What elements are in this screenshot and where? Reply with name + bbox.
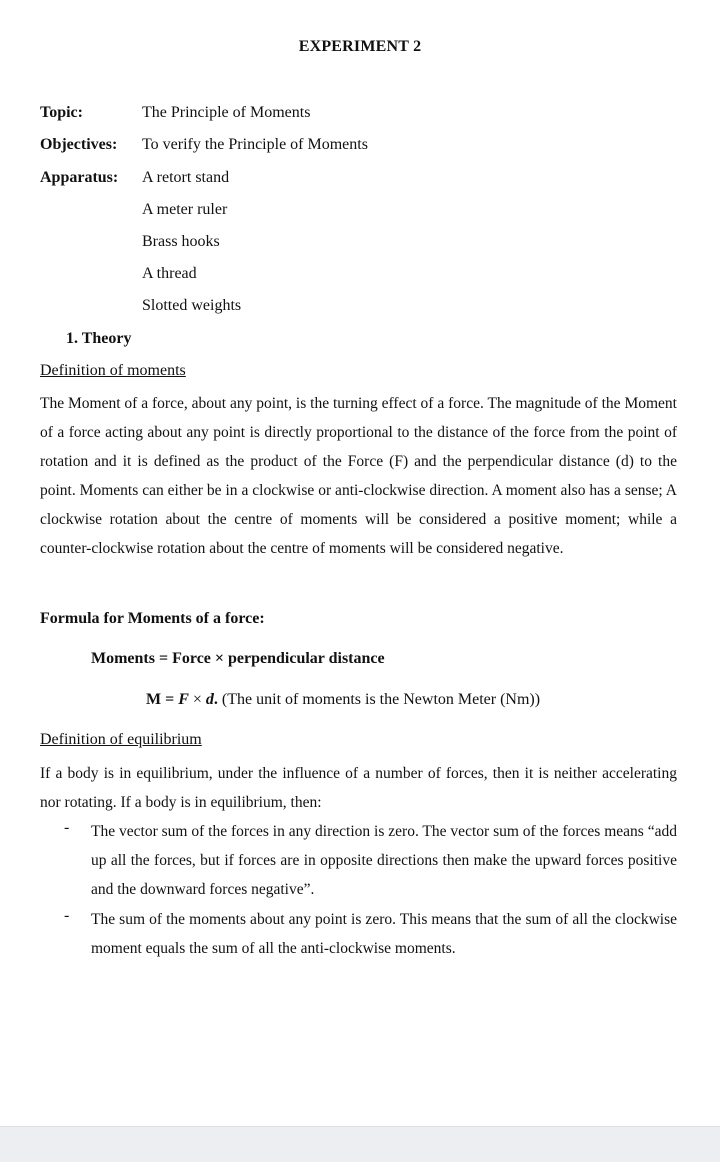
formula-unit-note: (The unit of moments is the Newton Meter (Nm)) xyxy=(217,691,541,708)
apparatus-label: Apparatus: xyxy=(40,169,119,186)
page-title: EXPERIMENT 2 xyxy=(298,38,422,55)
formula-words: Moments = Force × perpendicular distance xyxy=(91,650,385,667)
definition-of-equilibrium-paragraph: If a body is in equilibrium, under the influence of a number of forces, then it is neither accelerating nor rotating. If a body is in equilibrium, then: xyxy=(40,765,677,811)
definition-of-moments-heading: Definition of moments xyxy=(40,362,186,379)
definition-of-equilibrium-heading: Definition of equilibrium xyxy=(40,731,202,748)
objectives-label: Objectives: xyxy=(40,136,118,153)
apparatus-item: Slotted weights xyxy=(142,297,242,314)
formula-d-symbol: d xyxy=(205,691,214,708)
equilibrium-condition-item: The vector sum of the forces in any direction is zero. The vector sum of the forces means “add up all the forces, but if forces are in opposite directions then make the upward forces positive and the downward forces negative”. xyxy=(91,823,677,898)
theory-heading: 1. Theory xyxy=(66,330,132,347)
viewer-bottom-bar xyxy=(0,1126,720,1162)
definition-of-moments-paragraph: The Moment of a force, about any point, is the turning effect of a force. The magnitude of the Moment of a force acting about any point is directly proportional to the distance of the force from the point of rotation and it is defined as the product of the Force (F) and the perpendicular distance (d) to the point. Moments can either be in a clockwise or anti-clockwise direction. A moment also has a sense; A clockwise rotation about the centre of moments will be considered a positive moment; while a counter-clockwise rotation about the centre of moments will be considered negative. xyxy=(40,395,677,557)
formula-times: × xyxy=(188,691,206,708)
formula-heading: Formula for Moments of a force: xyxy=(40,610,265,627)
objectives-value: To verify the Principle of Moments xyxy=(142,136,368,153)
topic-label: Topic: xyxy=(40,104,83,121)
bullet-marker: - xyxy=(64,907,70,924)
bullet-marker: - xyxy=(64,819,70,836)
formula-dot: . xyxy=(213,691,218,708)
apparatus-item: A meter ruler xyxy=(142,201,228,218)
formula-f-symbol: F xyxy=(178,691,189,708)
apparatus-item: A thread xyxy=(142,265,197,282)
topic-value: The Principle of Moments xyxy=(142,104,311,121)
equilibrium-condition-item: The sum of the moments about any point is zero. This means that the sum of all the clockwise moment equals the sum of all the anti-clockwise moments. xyxy=(91,911,677,957)
formula-m-equals: M = xyxy=(146,691,179,708)
apparatus-item: A retort stand xyxy=(142,169,230,186)
apparatus-item: Brass hooks xyxy=(142,233,220,250)
formula-symbolic xyxy=(146,691,540,709)
